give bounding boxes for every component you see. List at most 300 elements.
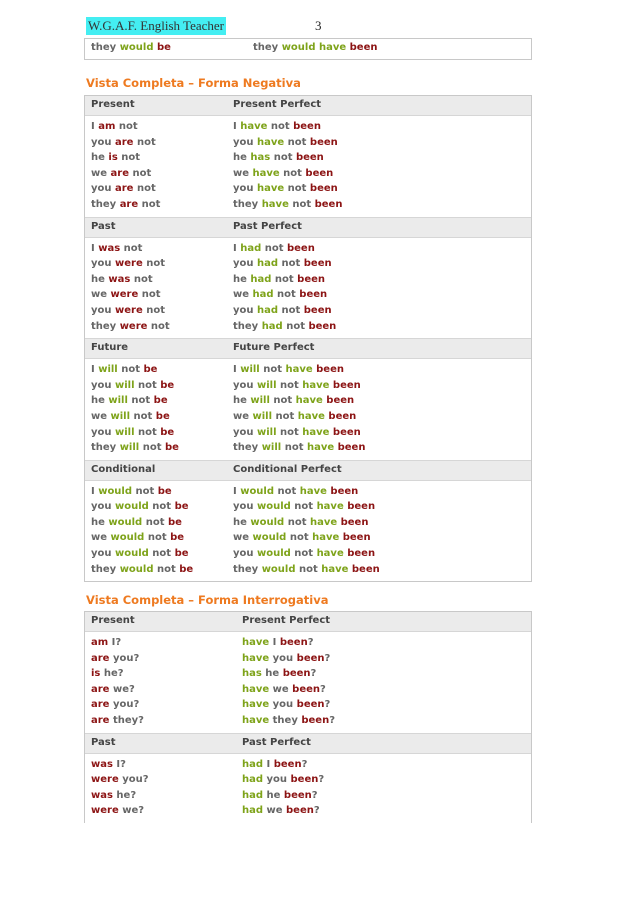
word: have — [306, 442, 335, 454]
word: he — [91, 395, 109, 407]
header-title: W.G.A.F. English Teacher — [88, 18, 224, 33]
word: have — [302, 426, 330, 438]
word: he? — [100, 668, 124, 680]
word: they — [91, 442, 120, 454]
word: would — [119, 563, 154, 575]
word: not — [142, 258, 165, 270]
word: not — [148, 548, 175, 560]
continued-table-row — [84, 38, 532, 60]
word: have — [312, 532, 340, 544]
word: we — [233, 289, 253, 301]
simple-form-cell — [91, 242, 142, 256]
perfect-form-cell — [233, 120, 321, 134]
word: been — [293, 121, 321, 132]
word: am — [91, 637, 109, 648]
table-body — [85, 359, 531, 460]
word: you — [91, 304, 115, 316]
word: not — [278, 304, 304, 316]
word: I — [91, 121, 99, 132]
word: had — [257, 304, 279, 316]
word: not — [281, 442, 307, 454]
word: not — [269, 395, 296, 407]
word: he — [91, 273, 109, 285]
simple-form-cell — [91, 636, 121, 650]
simple-form-cell — [91, 563, 193, 577]
table-row — [85, 531, 531, 547]
word: have — [315, 42, 347, 53]
word: was — [91, 758, 113, 770]
perfect-form-cell — [233, 242, 315, 256]
word: have — [242, 637, 270, 648]
word: had — [242, 758, 264, 770]
word: not — [142, 516, 168, 528]
word: we — [91, 289, 111, 301]
word: have — [257, 183, 285, 195]
word: been — [339, 532, 371, 544]
word: we — [269, 683, 293, 695]
word: not — [278, 258, 304, 270]
table-row — [85, 804, 531, 820]
word: they — [269, 714, 302, 726]
word: was — [98, 242, 121, 254]
table-row — [85, 363, 531, 379]
tense-header: Conditional — [91, 463, 156, 475]
word: been — [286, 805, 314, 817]
word: not — [142, 304, 165, 316]
word: not — [115, 121, 138, 132]
word: would — [110, 532, 145, 544]
table-row — [85, 136, 531, 152]
word: were — [91, 774, 119, 786]
word: they — [91, 42, 120, 53]
perfect-form-cell — [233, 500, 375, 514]
word: been — [301, 714, 330, 726]
word: will — [110, 410, 131, 422]
word: they — [91, 320, 120, 332]
word: he — [91, 152, 109, 164]
word: not — [290, 501, 317, 513]
word: I? — [112, 758, 126, 770]
perfect-form-cell — [242, 698, 330, 712]
word: not — [279, 167, 306, 179]
word: would — [240, 485, 275, 497]
simple-form-cell — [91, 426, 174, 440]
word: they — [233, 198, 262, 210]
word: we — [233, 167, 253, 179]
tense-header: Present — [91, 615, 135, 626]
word: had — [257, 258, 279, 270]
word: not — [284, 136, 310, 148]
table-body — [85, 754, 531, 823]
table-row — [85, 441, 531, 457]
word: will — [119, 442, 140, 454]
word: you — [233, 304, 257, 316]
perfect-form-cell — [242, 714, 335, 728]
table-body — [85, 116, 531, 217]
word: not — [286, 532, 313, 544]
word: we — [91, 532, 111, 544]
perfect-form-cell — [233, 167, 333, 181]
word: you — [233, 183, 257, 195]
word: are — [91, 699, 110, 711]
word: we — [263, 805, 287, 817]
table-body — [85, 632, 531, 733]
table-row — [85, 758, 531, 774]
word: have — [240, 121, 268, 132]
word: been — [329, 379, 361, 391]
table-row — [85, 714, 531, 730]
word: been — [308, 320, 337, 332]
word: I — [91, 242, 99, 254]
word: been — [324, 410, 357, 422]
word: been — [305, 167, 334, 179]
word: he — [91, 516, 109, 528]
word: will — [98, 364, 118, 376]
word: not — [272, 410, 298, 422]
word: have — [295, 395, 323, 407]
word: you? — [118, 774, 149, 786]
word: would — [261, 563, 296, 575]
word: were — [115, 258, 143, 270]
table-row — [85, 652, 531, 668]
word: ? — [324, 652, 331, 664]
word: would — [119, 42, 154, 53]
word: they? — [109, 714, 144, 726]
perfect-form-cell — [233, 563, 380, 577]
word: we? — [118, 805, 145, 817]
word: you — [269, 652, 297, 664]
word: be — [167, 516, 182, 528]
word: were — [119, 320, 148, 332]
simple-form-cell — [91, 531, 184, 545]
word: be — [174, 548, 189, 560]
word: have — [316, 501, 344, 513]
word: you — [91, 258, 115, 270]
perfect-form-cell — [233, 394, 354, 408]
word: not — [153, 563, 180, 575]
word: we — [91, 410, 111, 422]
word: you — [233, 379, 257, 391]
word: be — [153, 42, 171, 53]
perfect-form-cell — [233, 198, 342, 212]
perfect-tense-header: Present Perfect — [242, 615, 331, 626]
perfect-tense-header: Past Perfect — [242, 736, 311, 748]
table-row — [85, 120, 531, 136]
top-row-left — [91, 41, 171, 55]
word: would — [281, 42, 316, 53]
word: would — [252, 532, 287, 544]
word: been — [279, 637, 308, 648]
simple-form-cell — [91, 182, 156, 196]
perfect-form-cell — [242, 636, 314, 650]
word: have — [242, 683, 270, 695]
word: I — [233, 364, 241, 376]
word: been — [299, 289, 328, 301]
word: we — [91, 167, 111, 179]
simple-form-cell — [91, 273, 153, 287]
word: have — [299, 485, 327, 497]
perfect-form-cell — [233, 485, 358, 499]
word: been — [326, 485, 359, 497]
word: they — [91, 198, 120, 210]
word: he? — [112, 789, 137, 801]
word: ? — [329, 714, 335, 726]
perfect-form-cell — [233, 516, 368, 530]
word: been — [292, 683, 320, 695]
word: not — [133, 136, 156, 148]
word: were — [115, 304, 143, 316]
simple-form-cell — [91, 758, 126, 772]
word: you — [233, 501, 257, 513]
word: not — [139, 442, 165, 454]
perfect-form-cell — [233, 288, 327, 302]
word: you — [233, 548, 257, 560]
word: I — [233, 485, 241, 497]
word: will — [240, 364, 260, 376]
word: not — [282, 320, 309, 332]
table-row — [85, 182, 531, 198]
word: have — [302, 379, 330, 391]
word: would — [98, 485, 133, 497]
word: he — [233, 395, 251, 407]
word: he — [261, 668, 283, 680]
word: been — [343, 548, 376, 560]
word: been — [290, 774, 319, 786]
word: have — [252, 167, 280, 179]
simple-form-cell — [91, 789, 136, 803]
word: not — [130, 410, 156, 422]
word: not — [261, 242, 287, 254]
table-row — [85, 485, 531, 501]
perfect-form-cell — [242, 773, 324, 787]
word: not — [284, 516, 310, 528]
word: is — [91, 668, 101, 680]
tense-header: Future — [91, 342, 129, 354]
word: would — [108, 516, 143, 528]
word: have — [309, 516, 338, 528]
word: not — [274, 485, 300, 497]
word: not — [276, 379, 303, 391]
perfect-form-cell — [233, 531, 371, 545]
word: I — [91, 485, 99, 497]
word: been — [295, 152, 324, 164]
word: ? — [311, 789, 318, 801]
table-header-row — [85, 612, 531, 632]
table-row — [85, 242, 531, 258]
word: were — [110, 289, 139, 301]
word: ? — [318, 774, 325, 786]
word: not — [117, 152, 141, 164]
word: been — [348, 563, 380, 575]
simple-form-cell — [91, 394, 168, 408]
table-row — [85, 789, 531, 805]
word: would — [257, 548, 291, 560]
word: you — [233, 426, 257, 438]
word: ? — [320, 683, 326, 695]
interrogative-section-title: Vista Completa – Forma Interrogativa — [86, 593, 329, 607]
interrogative-form-table — [84, 611, 532, 823]
word: was — [108, 273, 131, 285]
word: will — [252, 410, 273, 422]
word: you — [91, 379, 115, 391]
table-row — [85, 320, 531, 336]
word: be — [179, 563, 194, 575]
simple-form-cell — [91, 547, 189, 561]
word: ? — [310, 668, 317, 680]
word: been — [296, 699, 325, 711]
word: you? — [109, 699, 140, 711]
word: be — [170, 532, 185, 544]
perfect-form-cell — [233, 257, 332, 271]
word: will — [108, 395, 128, 407]
table-row — [85, 394, 531, 410]
simple-form-cell — [91, 485, 172, 499]
simple-form-cell — [91, 773, 149, 787]
table-body — [85, 238, 531, 339]
word: be — [164, 442, 179, 454]
simple-form-cell — [91, 516, 182, 530]
word: they — [91, 563, 120, 575]
word: not — [147, 320, 170, 332]
word: had — [252, 289, 274, 301]
table-row — [85, 167, 531, 183]
simple-form-cell — [91, 379, 174, 393]
perfect-form-cell — [233, 136, 338, 150]
word: be — [160, 379, 175, 391]
word: ? — [324, 699, 331, 711]
word: be — [153, 395, 168, 407]
word: he — [233, 152, 251, 164]
table-row — [85, 636, 531, 652]
table-row — [85, 304, 531, 320]
word: not — [128, 167, 152, 179]
perfect-form-cell — [233, 410, 356, 424]
word: not — [259, 364, 286, 376]
word: be — [174, 501, 189, 513]
word: you — [233, 258, 257, 270]
perfect-form-cell — [233, 304, 332, 318]
simple-form-cell — [91, 500, 189, 514]
word: would — [257, 501, 291, 513]
word: not — [276, 426, 303, 438]
table-header-row — [85, 733, 531, 754]
tense-header: Past — [91, 220, 116, 232]
word: be — [157, 485, 172, 497]
table-row — [85, 563, 531, 579]
word: would — [250, 516, 285, 528]
word: been — [334, 442, 366, 454]
word: not — [290, 548, 317, 560]
word: are — [91, 683, 110, 695]
word: not — [138, 198, 161, 210]
table-row — [85, 426, 531, 442]
word: have — [242, 714, 270, 726]
word: I — [269, 637, 280, 648]
word: not — [271, 273, 298, 285]
perfect-form-cell — [242, 667, 316, 681]
negative-section-title: Vista Completa – Forma Negativa — [86, 76, 301, 90]
word: been — [283, 789, 312, 801]
simple-form-cell — [91, 652, 139, 666]
table-row — [85, 698, 531, 714]
word: be — [155, 410, 170, 422]
word: been — [343, 501, 376, 513]
simple-form-cell — [91, 714, 144, 728]
word: are — [91, 652, 110, 664]
table-row — [85, 257, 531, 273]
word: not — [138, 289, 161, 301]
word: not — [117, 364, 144, 376]
word: been — [337, 516, 369, 528]
word: are — [119, 198, 139, 210]
word: been — [309, 183, 338, 195]
simple-form-cell — [91, 257, 165, 271]
table-row — [85, 667, 531, 683]
table-row — [85, 379, 531, 395]
perfect-form-cell — [233, 182, 338, 196]
perfect-tense-header: Present Perfect — [233, 99, 322, 110]
word: not — [288, 198, 315, 210]
perfect-tense-header: Conditional Perfect — [233, 463, 342, 475]
word: not — [127, 395, 154, 407]
simple-form-cell — [91, 304, 165, 318]
table-row — [85, 683, 531, 699]
simple-form-cell — [91, 441, 179, 455]
perfect-form-cell — [242, 758, 307, 772]
table-row — [85, 773, 531, 789]
word: we? — [109, 683, 135, 695]
perfect-form-cell — [242, 652, 330, 666]
simple-form-cell — [91, 136, 156, 150]
word: they — [233, 442, 262, 454]
word: been — [296, 652, 325, 664]
word: am — [98, 121, 116, 132]
word: be — [143, 364, 158, 376]
table-row — [85, 500, 531, 516]
word: you — [263, 774, 291, 786]
negative-form-table — [84, 95, 532, 582]
word: he — [233, 273, 251, 285]
word: I — [263, 758, 274, 770]
table-row — [85, 410, 531, 426]
word: not — [144, 532, 171, 544]
word: not — [270, 152, 296, 164]
top-row-right — [253, 41, 378, 55]
word: they — [233, 320, 262, 332]
perfect-form-cell — [233, 363, 344, 377]
simple-form-cell — [91, 683, 135, 697]
word: he — [263, 789, 284, 801]
perfect-tense-header: Future Perfect — [233, 342, 315, 354]
word: been — [297, 273, 325, 285]
word: been — [312, 364, 344, 376]
word: ? — [307, 637, 314, 648]
perfect-form-cell — [233, 151, 324, 165]
word: they — [233, 563, 262, 575]
word: have — [321, 563, 349, 575]
word: have — [285, 364, 313, 376]
table-header-row — [85, 96, 531, 116]
word: will — [115, 426, 135, 438]
word: not — [120, 242, 143, 254]
word: are — [110, 167, 129, 179]
word: had — [242, 789, 264, 801]
simple-form-cell — [91, 698, 139, 712]
word: not — [134, 426, 161, 438]
table-row — [85, 273, 531, 289]
word: been — [286, 242, 315, 254]
word: he — [233, 516, 251, 528]
